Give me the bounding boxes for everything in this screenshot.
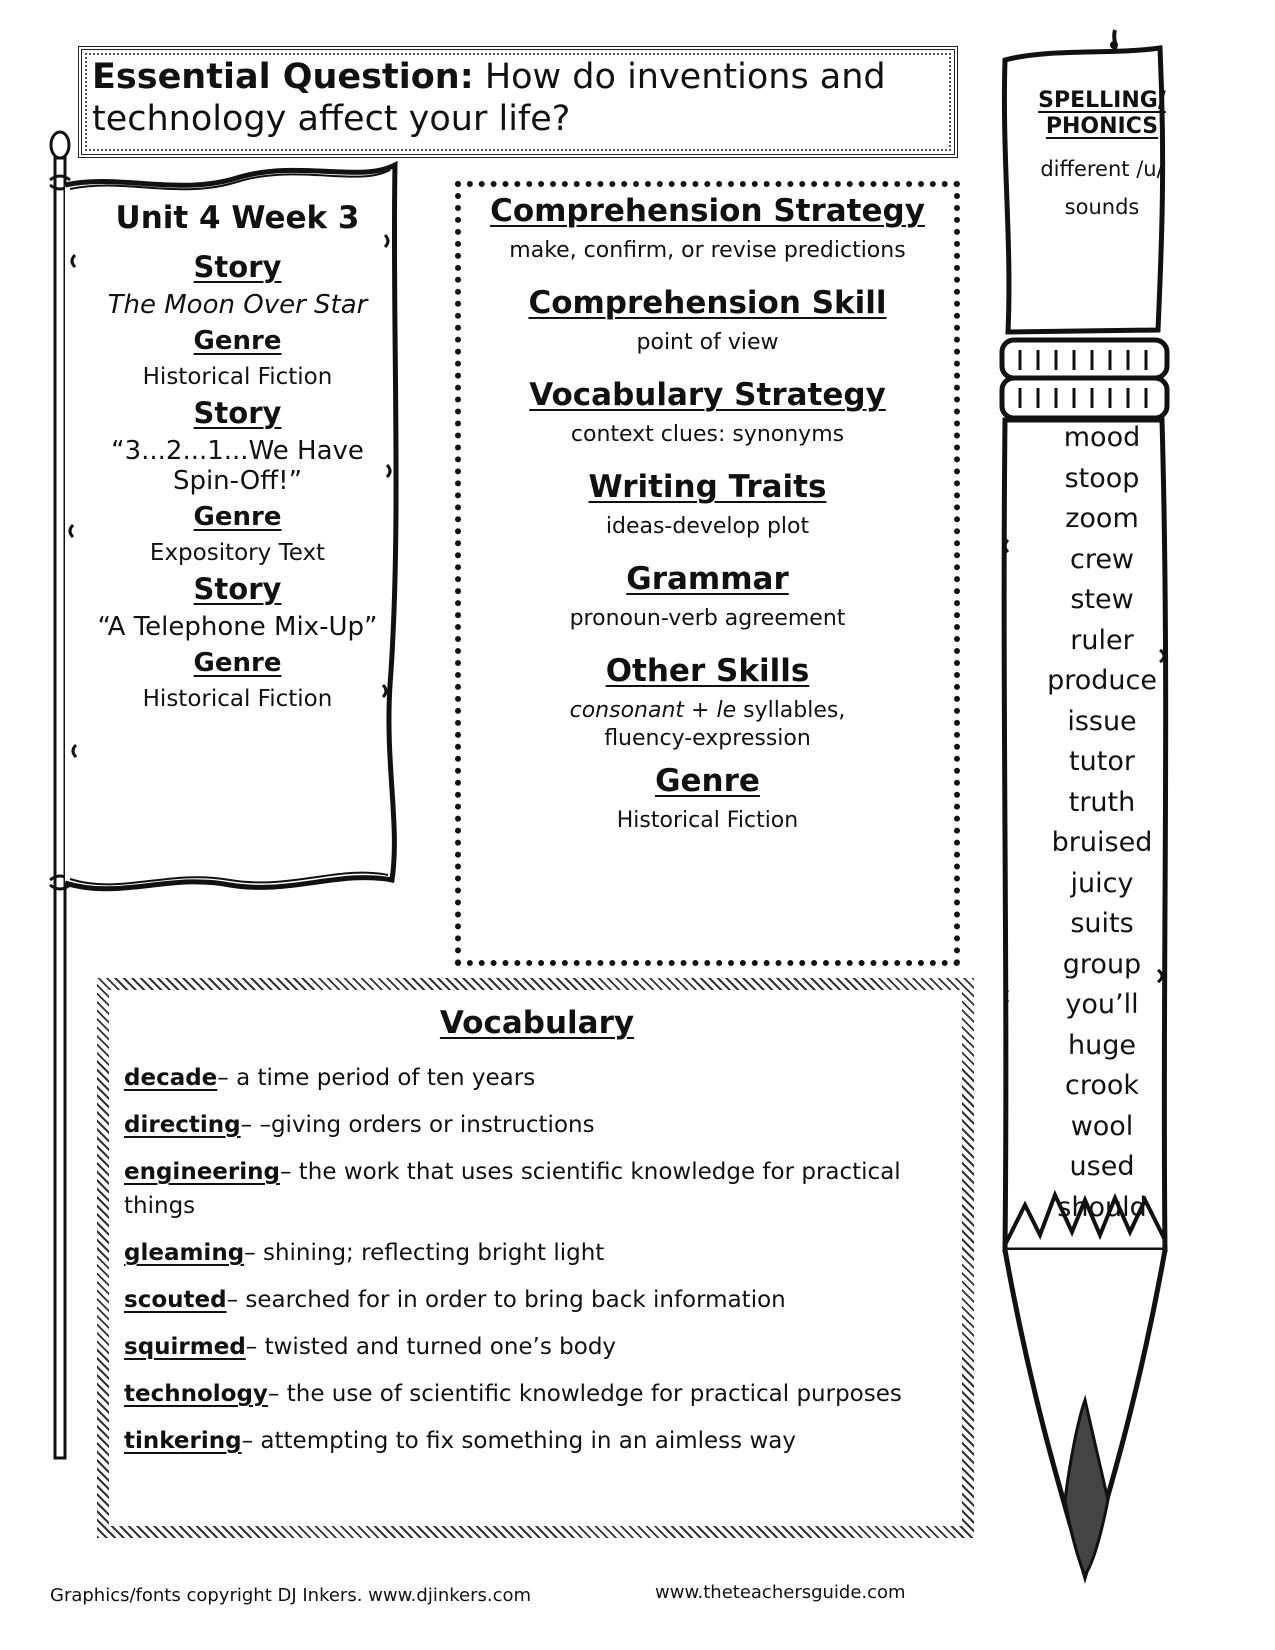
vocab-item xyxy=(124,1377,914,1411)
spelling-word: zoom xyxy=(1065,503,1139,534)
spelling-word: suits xyxy=(1070,908,1134,939)
spelling-word: produce xyxy=(1047,665,1157,696)
story-title: The Moon Over Star xyxy=(107,290,368,320)
story-genre: Historical Fiction xyxy=(142,364,333,390)
spelling-word: juicy xyxy=(1070,867,1134,899)
spelling-word: huge xyxy=(1068,1029,1136,1061)
writing-traits-heading: Writing Traits xyxy=(588,469,827,505)
grammar-value: pronoun-verb agreement xyxy=(569,606,846,631)
spelling-word: should xyxy=(1057,1191,1147,1223)
vocabulary-content xyxy=(112,1005,962,1471)
spelling-word: stoop xyxy=(1064,462,1140,494)
skills-content xyxy=(470,193,945,835)
spelling-word: issue xyxy=(1067,705,1137,737)
genre-value: Historical Fiction xyxy=(616,808,799,833)
other-skills-value xyxy=(470,697,945,753)
vocab-word: squirmed xyxy=(124,1334,246,1360)
spelling-word: ruler xyxy=(1070,624,1134,656)
vocab-word: decade xyxy=(124,1065,218,1091)
spelling-word-list xyxy=(1012,418,1192,1228)
other-skills-italic: consonant + le xyxy=(569,698,737,723)
writing-traits-value: ideas-develop plot xyxy=(605,514,810,539)
spelling-word: stew xyxy=(1070,584,1134,615)
vocab-word: gleaming xyxy=(124,1240,245,1266)
genre-heading: Genre xyxy=(193,326,282,356)
other-skills-line2: fluency-expression xyxy=(604,726,811,751)
vocab-item xyxy=(124,1330,914,1364)
other-skills-rest: syllables, xyxy=(736,698,846,723)
vocab-definition: – twisted and turned one’s body xyxy=(245,1334,617,1360)
spelling-word: group xyxy=(1062,948,1142,980)
vocab-item xyxy=(124,1283,914,1317)
vocab-item xyxy=(124,1236,914,1270)
footer-website: www.theteachersguide.com xyxy=(655,1582,906,1603)
spelling-title-line2: PHONICS xyxy=(1045,114,1159,139)
vocab-definition: – attempting to fix something in an aimless way xyxy=(241,1428,796,1454)
comprehension-skill-value: point of view xyxy=(636,330,779,355)
vocabulary-strategy-heading: Vocabulary Strategy xyxy=(529,377,886,413)
genre-heading: Genre xyxy=(655,763,760,799)
vocab-item xyxy=(124,1061,914,1095)
vocab-definition: – the use of scientific knowledge for practical purposes xyxy=(267,1381,902,1407)
vocabulary-strategy-value: context clues: synonyms xyxy=(570,422,845,447)
vocab-word: engineering xyxy=(124,1159,280,1185)
spelling-word: crook xyxy=(1064,1070,1140,1101)
vocab-item xyxy=(124,1424,914,1458)
unit-week-title: Unit 4 Week 3 xyxy=(115,200,360,236)
spelling-word: used xyxy=(1069,1151,1135,1182)
vocab-word: directing xyxy=(124,1112,241,1138)
spelling-title xyxy=(1012,88,1192,140)
story-genre: Expository Text xyxy=(149,540,326,566)
comprehension-strategy-heading: Comprehension Strategy xyxy=(490,193,925,229)
story-heading: Story xyxy=(193,396,282,430)
genre-heading: Genre xyxy=(193,502,282,532)
story-heading: Story xyxy=(193,572,282,606)
spelling-subtitle-line2: sounds xyxy=(1064,195,1140,219)
essential-question-label: Essential Question: xyxy=(92,57,474,97)
spelling-word: wool xyxy=(1070,1110,1134,1142)
vocab-item xyxy=(124,1108,914,1142)
spelling-word: mood xyxy=(1063,422,1141,453)
comprehension-strategy-value: make, confirm, or revise predictions xyxy=(509,238,906,263)
story-genre: Historical Fiction xyxy=(142,686,333,712)
vocab-word: technology xyxy=(124,1381,268,1407)
spelling-title-line1: SPELLING/ xyxy=(1038,88,1166,113)
spelling-header xyxy=(1012,88,1192,228)
footer-copyright: Graphics/fonts copyright DJ Inkers. www.djinkers.com xyxy=(50,1585,532,1606)
spelling-word: tutor xyxy=(1069,746,1135,777)
banner-content xyxy=(80,200,395,712)
other-skills-heading: Other Skills xyxy=(605,653,810,689)
story-title: “3...2...1...We Have Spin-Off!” xyxy=(111,436,364,496)
vocab-word: scouted xyxy=(124,1287,227,1313)
grammar-heading: Grammar xyxy=(626,561,789,597)
vocab-word: tinkering xyxy=(124,1428,242,1454)
genre-heading: Genre xyxy=(193,648,282,678)
vocab-definition: – searched for in order to bring back information xyxy=(226,1287,786,1313)
spelling-word: crew xyxy=(1069,543,1135,575)
vocab-definition: – shining; reflecting bright light xyxy=(244,1240,605,1266)
spelling-word: bruised xyxy=(1051,827,1153,858)
vocab-definition: – a time period of ten years xyxy=(217,1065,536,1091)
vocabulary-title: Vocabulary xyxy=(439,1005,635,1041)
story-heading: Story xyxy=(193,250,282,284)
spelling-subtitle-line1: different /u/ xyxy=(1040,157,1164,181)
vocab-definition: – the work that uses scientific knowledge for practical things xyxy=(124,1159,901,1219)
vocab-item xyxy=(124,1155,914,1223)
spelling-subtitle xyxy=(1012,148,1192,228)
spelling-word: truth xyxy=(1068,786,1136,818)
essential-question-text: How do inventions and technology affect your life? xyxy=(92,57,886,139)
spelling-word: you’ll xyxy=(1065,989,1139,1020)
story-title: “A Telephone Mix-Up” xyxy=(97,612,378,642)
vocab-definition: – –giving orders or instructions xyxy=(240,1112,595,1138)
comprehension-skill-heading: Comprehension Skill xyxy=(528,285,887,321)
